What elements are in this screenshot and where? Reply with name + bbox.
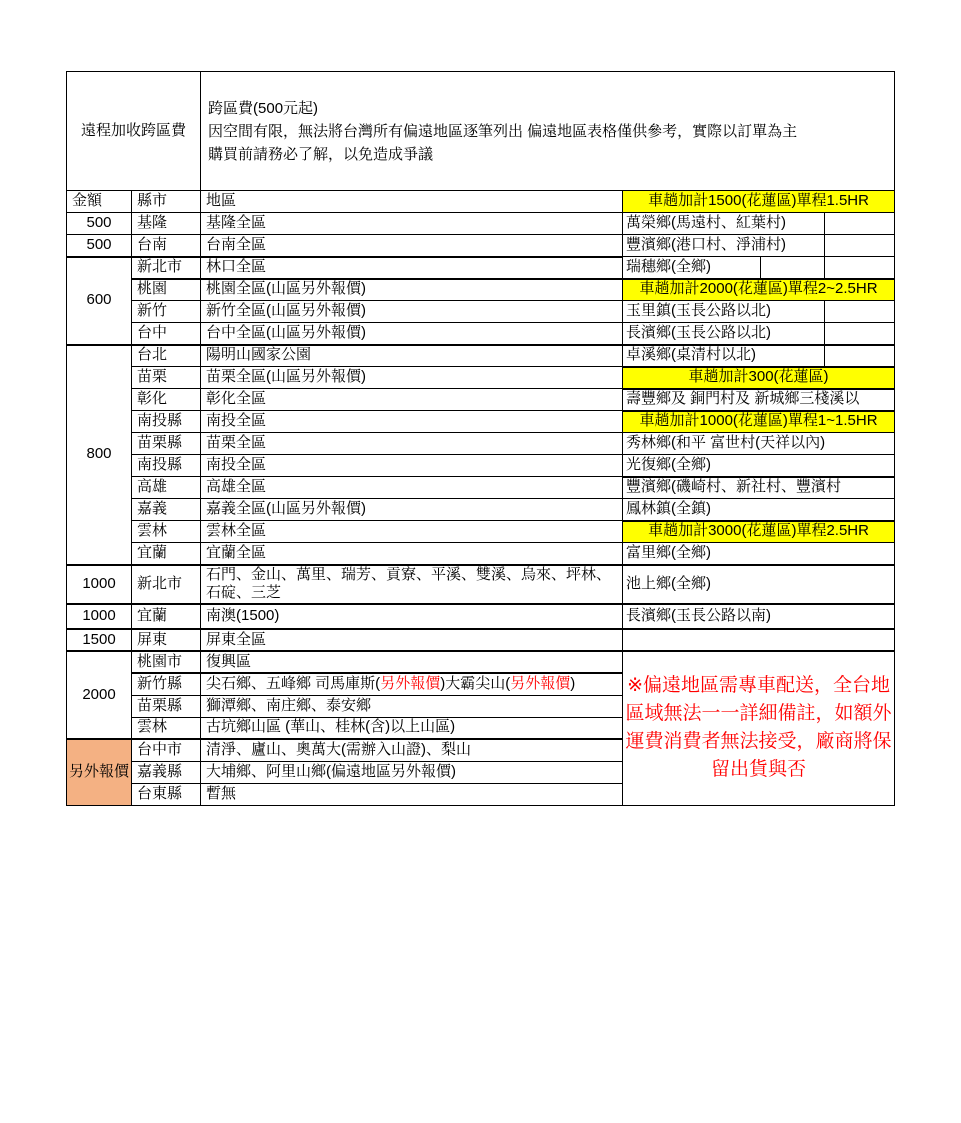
hualien-area-cell: 玉里鎮(玉長公路以北)	[623, 301, 825, 323]
hualien-banner-1000: 車趟加計1000(花蓮區)單程1~1.5HR	[623, 411, 895, 433]
area-cell: 彰化全區	[201, 389, 623, 411]
county-cell: 桃園市	[132, 651, 201, 673]
county-cell: 南投縣	[132, 455, 201, 477]
empty-cell	[623, 629, 895, 651]
county-cell: 苗栗	[132, 367, 201, 389]
area-text-segment: )	[570, 674, 576, 692]
area-cell: 清淨、廬山、奧萬大(需辦入山證)、梨山	[201, 739, 623, 761]
county-cell: 雲林	[132, 717, 201, 739]
area-cell: 新竹全區(山區另外報價)	[201, 301, 623, 323]
area-cell: 石門、金山、萬里、瑞芳、貢寮、平溪、雙溪、烏來、坪林、石碇、三芝	[201, 565, 623, 605]
hualien-area-cell: 豐濱鄉(磯崎村、新社村、豐濱村	[623, 477, 895, 499]
empty-cell	[825, 301, 895, 323]
amount-cell: 另外報價	[67, 739, 132, 805]
desc-line: 跨區費(500元起)	[208, 99, 319, 117]
amount-cell: 1000	[67, 565, 132, 605]
hualien-area-cell: 長濱鄉(玉長公路以北)	[623, 323, 825, 345]
amount-cell: 1500	[67, 629, 132, 651]
hualien-area-cell: 富里鄉(全鄉)	[623, 543, 895, 565]
area-cell: 台中全區(山區另外報價)	[201, 323, 623, 345]
desc-line: 購買前請務必了解，以免造成爭議	[208, 145, 434, 163]
area-cell	[201, 673, 623, 695]
county-cell: 新北市	[132, 257, 201, 279]
area-quote-segment: 另外報價	[380, 674, 441, 692]
county-cell: 彰化	[132, 389, 201, 411]
area-cell: 高雄全區	[201, 477, 623, 499]
amount-cell: 800	[67, 345, 132, 565]
area-cell: 宜蘭全區	[201, 543, 623, 565]
area-cell: 暫無	[201, 783, 623, 805]
county-cell: 基隆	[132, 213, 201, 235]
area-cell: 屏東全區	[201, 629, 623, 651]
area-cell: 台南全區	[201, 235, 623, 257]
empty-cell	[825, 323, 895, 345]
shipping-fee-sheet	[66, 71, 895, 806]
county-cell: 屏東	[132, 629, 201, 651]
county-cell: 南投縣	[132, 411, 201, 433]
county-cell: 新北市	[132, 565, 201, 605]
area-cell: 南投全區	[201, 411, 623, 433]
hualien-banner-1500: 車趟加計1500(花蓮區)單程1.5HR	[623, 191, 895, 213]
county-cell: 雲林	[132, 521, 201, 543]
county-cell: 宜蘭	[132, 604, 201, 629]
col-header-amount: 金額	[67, 191, 132, 213]
hualien-area-cell: 卓溪鄉(桌清村以北)	[623, 345, 825, 367]
area-text-segment: )大霸尖山(	[440, 674, 511, 692]
col-header-county: 縣市	[132, 191, 201, 213]
county-cell: 新竹	[132, 301, 201, 323]
area-cell: 桃園全區(山區另外報價)	[201, 279, 623, 301]
area-cell: 南投全區	[201, 455, 623, 477]
hualien-area-cell: 瑞穗鄉(全鄉)	[623, 257, 761, 279]
area-cell: 南澳(1500)	[201, 604, 623, 629]
area-cell: 基隆全區	[201, 213, 623, 235]
col-header-area: 地區	[201, 191, 623, 213]
area-cell: 苗栗全區	[201, 433, 623, 455]
area-cell: 復興區	[201, 651, 623, 673]
county-cell: 台中	[132, 323, 201, 345]
county-cell: 新竹縣	[132, 673, 201, 695]
empty-cell	[825, 235, 895, 257]
amount-cell: 500	[67, 235, 132, 257]
county-cell: 桃園	[132, 279, 201, 301]
county-cell: 台中市	[132, 739, 201, 761]
empty-cell	[825, 257, 895, 279]
amount-cell: 600	[67, 257, 132, 345]
hualien-area-cell: 池上鄉(全鄉)	[623, 565, 895, 605]
empty-cell	[761, 257, 825, 279]
area-text-segment: 尖石鄉、五峰鄉 司馬庫斯(	[206, 674, 381, 692]
county-cell: 苗栗縣	[132, 695, 201, 717]
area-cell: 獅潭鄉、南庄鄉、泰安鄉	[201, 695, 623, 717]
county-cell: 宜蘭	[132, 543, 201, 565]
hualien-banner-300: 車趟加計300(花蓮區)	[623, 367, 895, 389]
area-cell: 雲林全區	[201, 521, 623, 543]
county-cell: 台南	[132, 235, 201, 257]
hualien-area-cell: 光復鄉(全鄉)	[623, 455, 895, 477]
amount-cell: 1000	[67, 604, 132, 629]
area-cell: 嘉義全區(山區另外報價)	[201, 499, 623, 521]
hualien-banner-2000: 車趟加計2000(花蓮區)單程2~2.5HR	[623, 279, 895, 301]
area-cell: 陽明山國家公園	[201, 345, 623, 367]
remote-notice-cell: ※偏遠地區需專車配送，全台地區域無法一一詳細備註，如額外運費消費者無法接受，廠商將保留出貨與否	[623, 651, 895, 805]
desc-line: 因空間有限，無法將台灣所有偏遠地區逐筆列出 偏遠地區表格僅供參考，實際以訂單為主	[208, 122, 798, 140]
hualien-area-cell: 壽豐鄉及 銅門村及 新城鄉三棧溪以	[623, 389, 895, 411]
county-cell: 嘉義縣	[132, 761, 201, 783]
hualien-banner-3000: 車趟加計3000(花蓮區)單程2.5HR	[623, 521, 895, 543]
county-cell: 高雄	[132, 477, 201, 499]
amount-cell: 2000	[67, 651, 132, 739]
county-cell: 嘉義	[132, 499, 201, 521]
area-cell: 苗栗全區(山區另外報價)	[201, 367, 623, 389]
hualien-area-cell: 豐濱鄉(港口村、淨浦村)	[623, 235, 825, 257]
area-quote-segment: 另外報價	[510, 674, 571, 692]
hualien-area-cell: 秀林鄉(和平 富世村(天祥以內)	[623, 433, 895, 455]
empty-cell	[825, 345, 895, 367]
area-cell: 林口全區	[201, 257, 623, 279]
empty-cell	[825, 213, 895, 235]
header-title-cell: 遠程加收跨區費	[67, 72, 201, 191]
county-cell: 台北	[132, 345, 201, 367]
hualien-area-cell: 鳳林鎮(全鎮)	[623, 499, 895, 521]
amount-cell: 500	[67, 213, 132, 235]
header-desc-cell	[201, 72, 895, 191]
fee-table	[66, 71, 895, 806]
area-cell: 古坑鄉山區 (華山、桂林(含)以上山區)	[201, 717, 623, 739]
area-cell: 大埔鄉、阿里山鄉(偏遠地區另外報價)	[201, 761, 623, 783]
county-cell: 台東縣	[132, 783, 201, 805]
county-cell: 苗栗縣	[132, 433, 201, 455]
hualien-area-cell: 長濱鄉(玉長公路以南)	[623, 604, 895, 629]
hualien-area-cell: 萬榮鄉(馬遠村、紅葉村)	[623, 213, 825, 235]
